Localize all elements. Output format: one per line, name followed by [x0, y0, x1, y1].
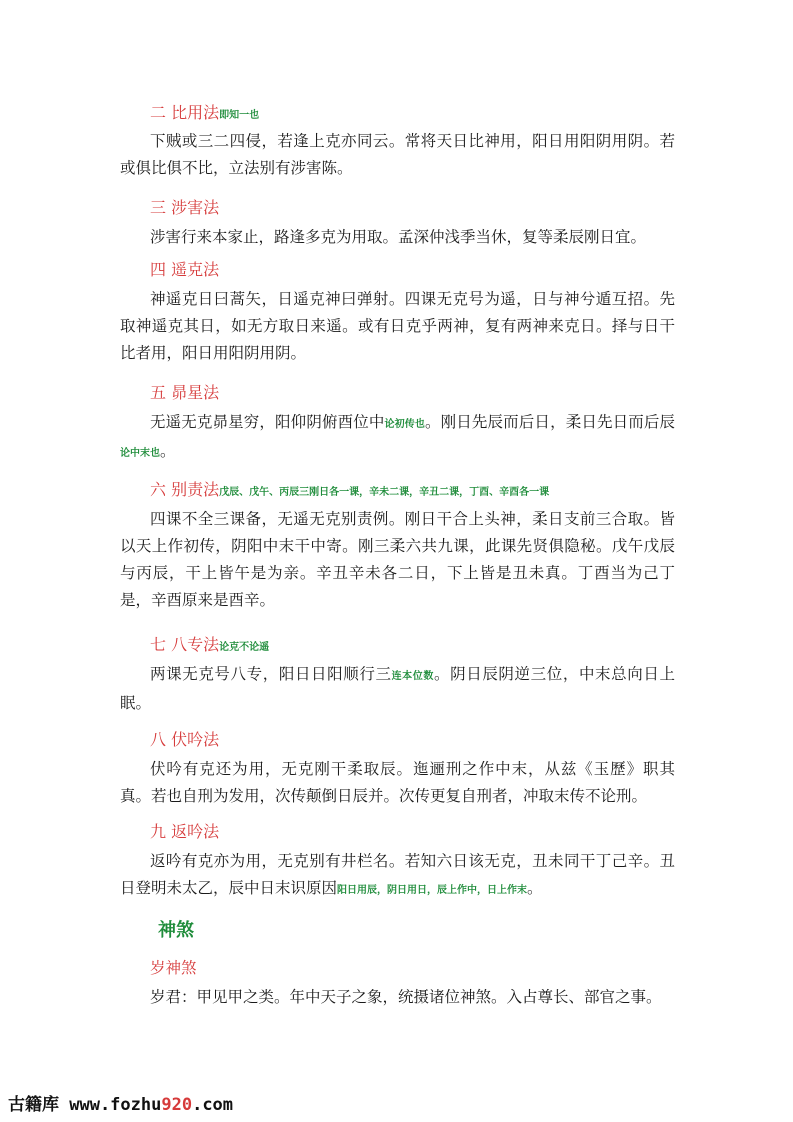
- heading-text: 八 伏吟法: [150, 730, 220, 749]
- section-title-shensha: 神煞: [158, 920, 194, 941]
- para-yao-ke: 神遥克日曰蒿矢，日遥克神曰弹射。四课无克号为遥，日与神兮遁互招。先取神遥克其日，如无方取日来遥。或有日克乎两神，复有两神来克日。择与日干比者用，阳日用阳阴用阴。: [120, 290, 675, 362]
- heading-fu-yin: [150, 727, 219, 750]
- heading-she-hai: [150, 195, 219, 218]
- heading-text: 七 八专法: [150, 635, 220, 654]
- subtitle-sui-shensha: 岁神煞: [150, 959, 197, 977]
- para-mao-xing: [120, 409, 675, 467]
- para-ba-zhuan: [120, 661, 675, 717]
- para-text: 。阴日辰阴逆三位，中末总向日上眠。: [120, 665, 675, 712]
- para-bie-ze: 四课不全三课备，无遥无克别责例。刚日干合上头神，柔日支前三合取。皆以天上作初传，阴阳中末干中寄。刚三柔六共九课，此课先贤俱隐秘。戊午戊辰与丙辰，干上皆午是为亲。辛丑辛未各二日，下上皆是丑未真。丁酉当为己丁是，辛酉原来是酉辛。: [120, 510, 675, 609]
- para-text: 。: [160, 442, 176, 460]
- footer-num: 920: [161, 1095, 193, 1115]
- heading-mao-xing: [150, 380, 219, 403]
- heading-note: 戊辰、戊午、丙辰三刚日各一课，辛未二课，辛丑二课，丁酉、辛酉各一课: [219, 487, 550, 498]
- para-fu-yin: 伏吟有克还为用，无克刚干柔取辰。迤逦刑之作中末，从兹《玉歷》职其真。若也自刑为发用，次传颠倒日辰并。次传更复自刑者，冲取末传不论刑。: [120, 760, 675, 805]
- heading-text: 九 返吟法: [150, 822, 220, 841]
- para-bi-yong: 下贼或三二四侵，若逢上克亦同云。常将天日比神用，阳日用阳阴用阴。若或俱比俱不比，立法别有涉害陈。: [120, 132, 675, 177]
- heading-yao-ke: [150, 257, 219, 280]
- para-note: 阳日用辰，阴日用日，辰上作中，日上作末: [337, 885, 528, 896]
- heading-text: 六 别责法: [150, 480, 220, 499]
- heading-ba-zhuan: [150, 632, 269, 655]
- heading-note: 论克不论遥: [219, 642, 270, 653]
- footer-tld: .com: [192, 1095, 234, 1115]
- para-text: 返吟有克亦为用，无克别有井栏名。若知六日该无克，丑未同干丁己辛。丑日登明未太乙，辰中日末识原因: [120, 852, 675, 897]
- heading-text: 五 昴星法: [150, 383, 220, 402]
- para-note: 论中末也: [120, 448, 160, 459]
- para-text: 。: [527, 879, 543, 897]
- heading-bie-ze: [150, 477, 549, 500]
- heading-text: 二 比用法: [150, 103, 220, 122]
- heading-bi-yong: [150, 100, 259, 123]
- footer-site: 古籍库 www.fozhu: [8, 1095, 162, 1115]
- footer-watermark: [8, 1090, 233, 1115]
- para-text: 两课无克号八专，阳日日阳顺行三: [150, 665, 392, 683]
- para-text: 。刚日先辰而后日，柔日先日而后辰: [425, 413, 675, 431]
- heading-fan-yin: [150, 819, 219, 842]
- heading-text: 四 遥克法: [150, 260, 220, 279]
- para-she-hai: 涉害行来本家止，路逢多克为用取。孟深仲浅季当休，复等柔辰刚日宜。: [150, 228, 647, 246]
- para-note: 论初传也: [384, 419, 426, 430]
- heading-note: 即知一也: [219, 110, 260, 121]
- para-sui-jun: 岁君：甲见甲之类。年中天子之象，统摄诸位神煞。入占尊长、部官之事。: [150, 988, 662, 1006]
- para-text: 无遥无克昴星穷，阳仰阴俯酉位中: [150, 413, 385, 431]
- para-note: 连本位数: [391, 671, 434, 682]
- para-fan-yin: [120, 848, 675, 904]
- heading-text: 三 涉害法: [150, 198, 220, 217]
